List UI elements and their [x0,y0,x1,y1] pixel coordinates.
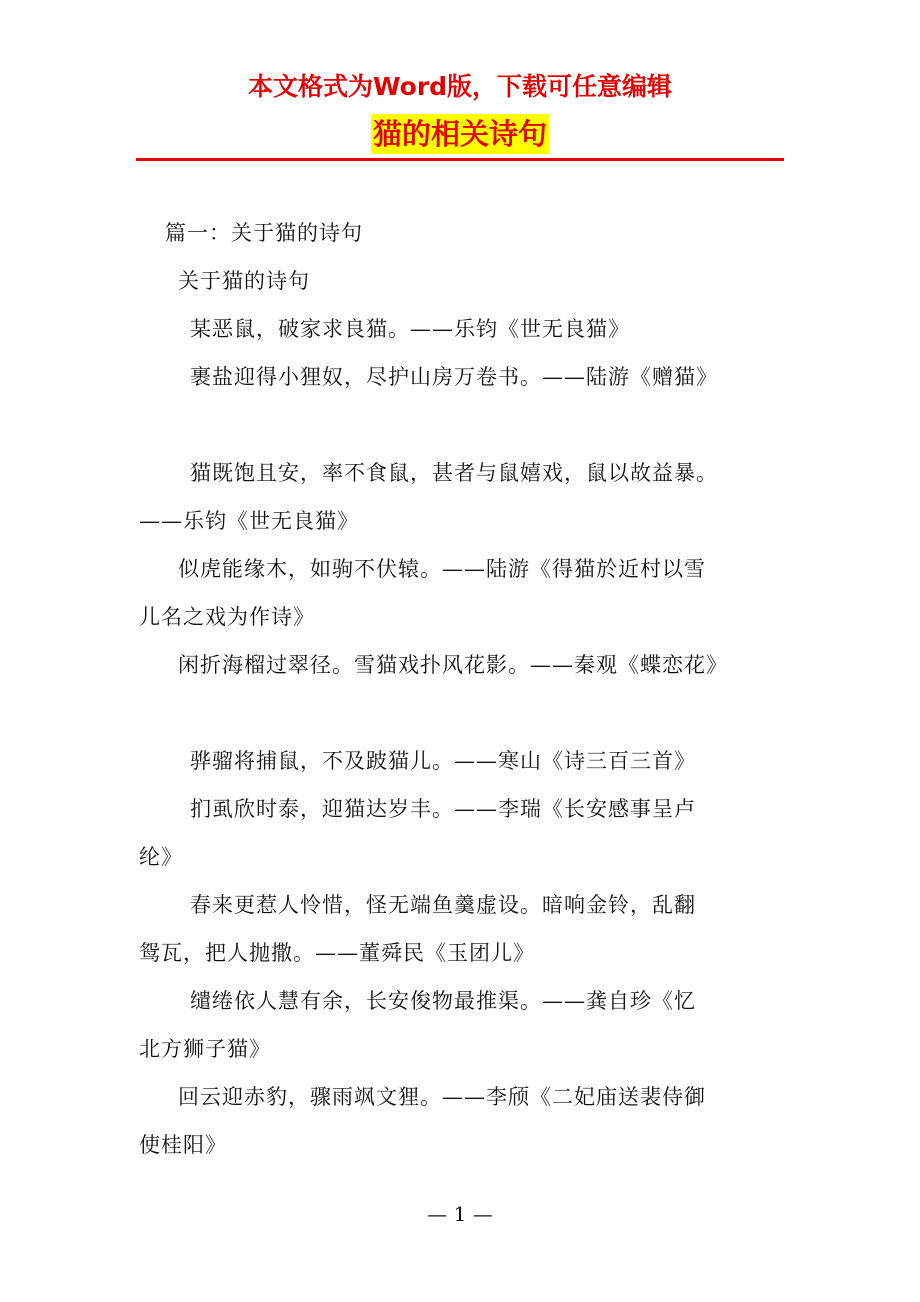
poem-line: 闲折海榴过翠径。雪猫戏扑风花影。——秦观《蝶恋花》 [178,653,728,677]
poem-line: 春来更惹人怜惜，怪无端鱼羹虚设。暗响金铃，乱翻 [190,893,696,917]
title-container [0,114,920,154]
poem-line: 扪虱欣时泰，迎猫达岁丰。——李瑞《长安感事呈卢 [190,797,696,821]
poem-line: 骅骝将捕鼠，不及跛猫儿。——寒山《诗三百三首》 [190,749,696,773]
poem-line: 某恶鼠，破家求良猫。——乐钧《世无良猫》 [190,317,630,341]
format-banner: 本文格式为Word版，下载可任意编辑 [247,72,673,101]
page-number: — 1 — [427,1202,493,1226]
title-divider [136,158,784,161]
poem-line: 缱绻依人慧有余，长安俊物最推渠。——龚自珍《忆 [190,989,696,1013]
poem-line: 回云迎赤豹，骤雨飒文狸。——李颀《二妃庙送裴侍御 [178,1085,706,1109]
poem-line: 儿名之戏为作诗》 [139,605,315,629]
poem-line: 使桂阳》 [139,1133,227,1157]
section-heading: 篇一：关于猫的诗句 [165,221,363,245]
subheading: 关于猫的诗句 [178,269,310,293]
poem-line: ——乐钧《世无良猫》 [139,509,359,533]
poem-line: 裹盐迎得小狸奴，尽护山房万卷书。——陆游《赠猫》 [190,365,718,389]
document-title: 猫的相关诗句 [371,114,549,154]
poem-line: 鸳瓦，把人抛撒。——董舜民《玉团儿》 [139,941,535,965]
poem-line: 纶》 [139,845,183,869]
poem-line: 似虎能缘木，如驹不伏辕。——陆游《得猫於近村以雪 [178,557,706,581]
poem-line: 猫既饱且安，率不食鼠，甚者与鼠嬉戏，鼠以故益暴。 [190,461,718,485]
poem-line: 北方狮子猫》 [139,1037,271,1061]
